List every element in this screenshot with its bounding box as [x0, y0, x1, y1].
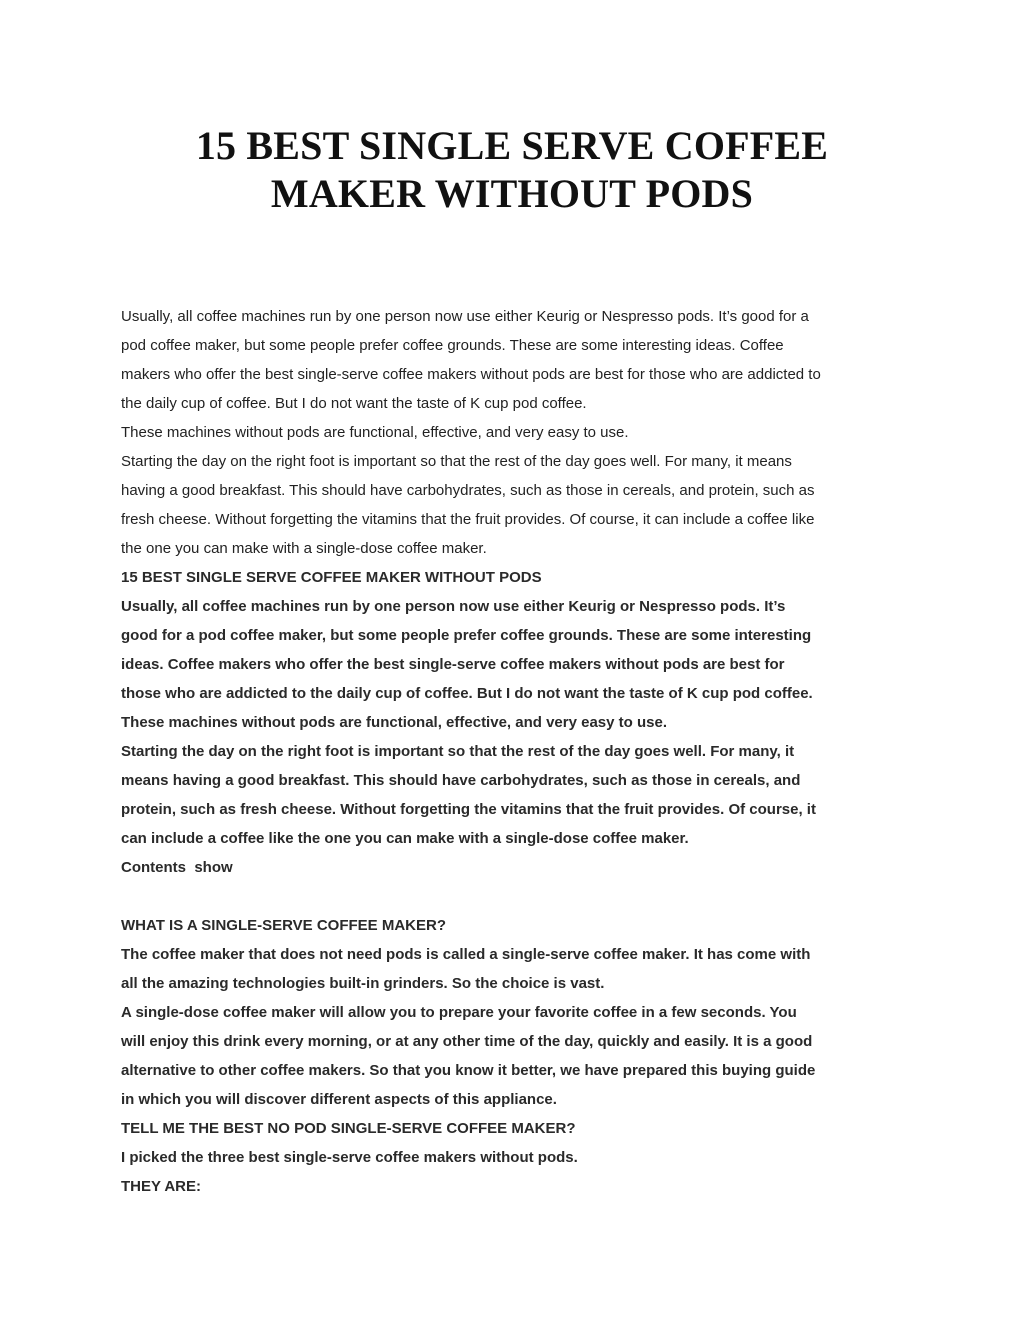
bold-line: The coffee maker that does not need pods is called a single-serve coffee maker. It has come with	[121, 946, 811, 963]
bold-line: These machines without pods are functional, effective, and very easy to use.	[121, 714, 667, 731]
bold-line: ideas. Coffee makers who offer the best single-serve coffee makers without pods are best for	[121, 656, 785, 673]
spacer	[121, 882, 911, 911]
table-of-contents	[121, 853, 911, 882]
section-heading: TELL ME THE BEST NO POD SINGLE-SERVE COFFEE MAKER?	[121, 1120, 576, 1137]
page-title-line-1: 15 BEST SINGLE SERVE COFFEE	[195, 123, 829, 168]
bold-line: can include a coffee like the one you can make with a single-dose coffee maker.	[121, 830, 689, 847]
intro-line: the one you can make with a single-dose coffee maker.	[121, 540, 487, 557]
bold-line: A single-dose coffee maker will allow you to prepare your favorite coffee in a few seconds. You	[121, 1004, 797, 1021]
intro-line: the daily cup of coffee. But I do not want the taste of K cup pod coffee.	[121, 395, 587, 412]
bold-line: will enjoy this drink every morning, or at any other time of the day, quickly and easily. It is a good	[121, 1033, 813, 1050]
intro-line: fresh cheese. Without forgetting the vitamins that the fruit provides. Of course, it can include a coffee like	[121, 511, 815, 528]
intro-line: These machines without pods are functional, effective, and very easy to use.	[121, 424, 629, 441]
page-title	[120, 122, 904, 218]
contents-show-toggle[interactable]: show	[194, 859, 233, 876]
bold-line: in which you will discover different aspects of this appliance.	[121, 1091, 557, 1108]
bold-line: I picked the three best single-serve coffee makers without pods.	[121, 1149, 578, 1166]
page-title-line-2: MAKER WITHOUT PODS	[270, 171, 754, 216]
intro-line: pod coffee maker, but some people prefer coffee grounds. These are some interesting ideas. Coffee	[121, 337, 784, 354]
intro-line: having a good breakfast. This should have carbohydrates, such as those in cereals, and protein, such as	[121, 482, 815, 499]
intro-line: Usually, all coffee machines run by one person now use either Keurig or Nespresso pods. It’s good for a	[121, 308, 809, 325]
article-body	[121, 302, 911, 1201]
bold-line: alternative to other coffee makers. So that you know it better, we have prepared this buying guide	[121, 1062, 816, 1079]
bold-line: protein, such as fresh cheese. Without forgetting the vitamins that the fruit provides. Of course, it	[121, 801, 816, 818]
they-are-label: THEY ARE:	[121, 1178, 202, 1195]
bold-line: all the amazing technologies built-in grinders. So the choice is vast.	[121, 975, 605, 992]
intro-line: makers who offer the best single-serve coffee makers without pods are best for those who are addicted to	[121, 366, 821, 383]
intro-line: Starting the day on the right foot is important so that the rest of the day goes well. For many, it means	[121, 453, 792, 470]
section-heading: 15 BEST SINGLE SERVE COFFEE MAKER WITHOUT PODS	[121, 569, 542, 586]
bold-line: good for a pod coffee maker, but some people prefer coffee grounds. These are some interesting	[121, 627, 812, 644]
bold-line: means having a good breakfast. This should have carbohydrates, such as those in cereals, and	[121, 772, 801, 789]
contents-label: Contents	[121, 859, 186, 876]
bold-line: Usually, all coffee machines run by one person now use either Keurig or Nespresso pods. It’s	[121, 598, 786, 615]
bold-line: those who are addicted to the daily cup of coffee. But I do not want the taste of K cup pod coffee.	[121, 685, 813, 702]
section-heading: WHAT IS A SINGLE-SERVE COFFEE MAKER?	[121, 917, 447, 934]
bold-line: Starting the day on the right foot is important so that the rest of the day goes well. For many, it	[121, 743, 795, 760]
